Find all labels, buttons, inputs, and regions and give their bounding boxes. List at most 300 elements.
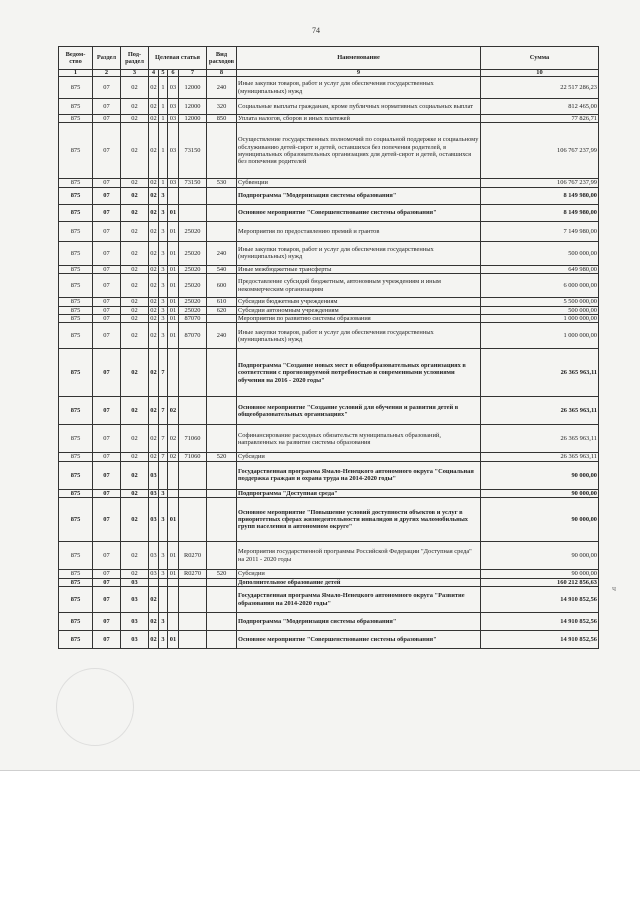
- target-c-cell: 01: [168, 498, 179, 542]
- target-c-cell: [168, 187, 179, 204]
- table-row: [59, 315, 599, 323]
- naimenovanie-cell: Основное мероприятие "Совершенствование системы образования": [237, 631, 481, 649]
- target-d-cell: [179, 489, 207, 497]
- target-c-cell: 01: [168, 323, 179, 349]
- summa-cell: 90 000,00: [481, 461, 599, 489]
- vid-raskhodov-cell: 610: [207, 298, 237, 306]
- target-b-cell: 3: [159, 298, 168, 306]
- target-b-cell: 3: [159, 489, 168, 497]
- razdel-cell: 07: [93, 123, 121, 179]
- vid-raskhodov-cell: 240: [207, 323, 237, 349]
- naimenovanie-cell: Мероприятия государственной программы Российской Федерации "Доступная среда" на 2011 - 2020 годы: [237, 542, 481, 570]
- target-a-cell: 03: [150, 489, 157, 497]
- target-b-cell: 3: [159, 187, 168, 204]
- target-b-cell: 3: [159, 613, 168, 631]
- podrazdel-cell: 02: [121, 179, 149, 187]
- podrazdel-cell: 02: [121, 99, 149, 115]
- target-a-cell: 03: [149, 461, 159, 489]
- target-a-cell: 03: [149, 498, 159, 542]
- naimenovanie-cell: Подпрограмма "Создание новых мест в общеобразовательных организациях в соответствии с прогнозируемой потребностью и современными условиями обучения на 2016 - 2020 годы": [237, 349, 481, 397]
- razdel-cell: 07: [93, 498, 121, 542]
- summa-cell: 8 149 980,00: [481, 187, 599, 204]
- table-row: [59, 265, 599, 273]
- naimenovanie-cell: Иные закупки товаров, работ и услуг для обеспечения государственных (муниципальных) нужд: [237, 241, 481, 265]
- naimenovanie-cell: Государственная программа Ямало-Ненецкого автономного округа "Социальная поддержка граждан и охрана труда на 2014-2020 годы": [237, 461, 481, 489]
- target-c-cell: 01: [168, 542, 179, 570]
- target-b-cell: 3: [159, 315, 168, 323]
- target-a-cell: 02: [149, 397, 159, 425]
- target-c-cell: 01: [168, 631, 179, 649]
- scan-edge: [0, 770, 640, 771]
- summa-cell: 26 365 963,11: [481, 397, 599, 425]
- target-b-cell: 3: [159, 204, 168, 221]
- target-c-cell: 01: [168, 204, 179, 221]
- table-row: [59, 397, 599, 425]
- razdel-cell: 07: [93, 461, 121, 489]
- target-a-cell: 02: [149, 77, 159, 99]
- faded-stamp: [56, 668, 134, 746]
- target-c-cell: 01: [168, 221, 179, 241]
- target-a-cell: 02: [149, 613, 159, 631]
- vedomstvo-cell: 875: [59, 578, 93, 586]
- vid-raskhodov-cell: [207, 498, 237, 542]
- target-c-cell: 02: [168, 453, 179, 461]
- vedomstvo-cell: 875: [59, 306, 93, 314]
- razdel-cell: 07: [93, 578, 121, 586]
- podrazdel-cell: 02: [121, 77, 149, 99]
- target-a-cell: 02: [149, 221, 159, 241]
- target-a-cell: 02: [149, 425, 159, 453]
- table-row: [59, 115, 599, 123]
- column-index-cell: 3: [121, 70, 149, 77]
- target-a-cell: 03: [149, 542, 159, 570]
- summa-cell: 649 980,00: [481, 265, 599, 273]
- target-c-cell: 03: [168, 77, 179, 99]
- summa-cell: 90 000,00: [481, 542, 599, 570]
- razdel-cell: 07: [93, 315, 121, 323]
- target-a-cell: 02: [149, 99, 159, 115]
- table-row: [59, 241, 599, 265]
- vid-raskhodov-cell: 320: [207, 99, 237, 115]
- razdel-cell: 07: [93, 349, 121, 397]
- table-row: [59, 179, 599, 187]
- table-row: [59, 323, 599, 349]
- vedomstvo-cell: 875: [59, 298, 93, 306]
- vid-raskhodov-cell: [207, 578, 237, 586]
- target-b-cell: [159, 587, 168, 613]
- podrazdel-cell: 03: [121, 587, 149, 613]
- page-number: 74: [312, 26, 320, 35]
- budget-table: [58, 46, 599, 649]
- table-row: [59, 298, 599, 306]
- summa-cell: 160 212 856,63: [481, 578, 599, 586]
- vedomstvo-cell: 875: [59, 179, 93, 187]
- target-c-cell: 01: [168, 306, 179, 314]
- naimenovanie-cell: Государственная программа Ямало-Ненецкого автономного округа "Развитие образования на 2014-2020 годы": [237, 587, 481, 613]
- summa-cell: 1 000 000,00: [481, 323, 599, 349]
- vedomstvo-cell: 875: [59, 425, 93, 453]
- razdel-cell: 07: [93, 613, 121, 631]
- target-c-cell: [168, 461, 179, 489]
- vid-raskhodov-cell: [207, 221, 237, 241]
- target-a-cell: 02: [150, 265, 157, 273]
- target-c-cell: 02: [168, 425, 179, 453]
- target-d-cell: [179, 187, 207, 204]
- target-b-cell: 7: [159, 453, 168, 461]
- target-d-cell: 25020: [179, 306, 207, 314]
- target-a-cell: [149, 578, 159, 586]
- margin-mark: ч: [612, 584, 617, 593]
- vid-raskhodov-cell: 240: [207, 241, 237, 265]
- podrazdel-cell: 02: [121, 461, 149, 489]
- podrazdel-cell: 02: [121, 315, 149, 323]
- target-b-cell: 3: [159, 306, 168, 314]
- target-d-cell: [179, 204, 207, 221]
- summa-cell: 26 365 963,11: [481, 425, 599, 453]
- target-b-cell: 3: [159, 323, 168, 349]
- target-c-cell: 01: [168, 315, 179, 323]
- razdel-cell: 07: [93, 587, 121, 613]
- target-c-cell: [168, 613, 179, 631]
- target-d-cell: [179, 461, 207, 489]
- column-index-row: [59, 70, 599, 77]
- razdel-cell: 07: [93, 489, 121, 497]
- vid-raskhodov-cell: [207, 187, 237, 204]
- target-b-cell: 7: [159, 349, 168, 397]
- vedomstvo-cell: 875: [59, 241, 93, 265]
- target-d-cell: 71060: [179, 425, 207, 453]
- summa-cell: 90 000,00: [481, 570, 599, 578]
- razdel-cell: 07: [93, 542, 121, 570]
- target-b-cell: 3: [159, 265, 168, 273]
- target-c-cell: [168, 587, 179, 613]
- target-a-cell: 02: [150, 315, 157, 323]
- target-c-cell: [168, 349, 179, 397]
- table-row: [59, 123, 599, 179]
- naimenovanie-cell: Подпрограмма "Модернизация системы образования": [237, 613, 481, 631]
- table-row: [59, 570, 599, 578]
- naimenovanie-cell: Подпрограмма "Модернизация системы образования": [237, 187, 481, 204]
- vedomstvo-cell: 875: [59, 570, 93, 578]
- target-d-cell: 87070: [179, 315, 207, 323]
- target-c-cell: 01: [168, 265, 179, 273]
- vid-raskhodov-cell: 540: [207, 265, 237, 273]
- summa-cell: 22 517 286,23: [481, 77, 599, 99]
- naimenovanie-cell: Субсидии автономным учреждениям: [237, 306, 481, 314]
- target-d-cell: 73150: [179, 179, 207, 187]
- target-d-cell: [179, 578, 207, 586]
- naimenovanie-cell: Основное мероприятие "Повышение условий доступности объектов и услуг в приоритетных сферах жизнедеятельности инвалидов и других маломобильных групп населения в автономном округе": [237, 498, 481, 542]
- podrazdel-cell: 02: [121, 187, 149, 204]
- target-d-cell: [179, 498, 207, 542]
- podrazdel-cell: 02: [121, 123, 149, 179]
- table-row: [59, 187, 599, 204]
- target-b-cell: 3: [159, 274, 168, 298]
- target-a-cell: 02: [149, 241, 159, 265]
- target-b-cell: 1: [159, 77, 168, 99]
- podrazdel-cell: 02: [121, 115, 149, 123]
- podrazdel-cell: 02: [121, 453, 149, 461]
- podrazdel-cell: 03: [121, 631, 149, 649]
- table-row: [59, 77, 599, 99]
- podrazdel-cell: 02: [121, 306, 149, 314]
- naimenovanie-cell: Субвенции: [237, 179, 481, 187]
- razdel-cell: 07: [93, 453, 121, 461]
- vedomstvo-cell: 875: [59, 397, 93, 425]
- target-d-cell: 73150: [179, 123, 207, 179]
- razdel-cell: 07: [93, 115, 121, 123]
- naimenovanie-cell: Предоставление субсидий бюджетным, автономным учреждениям и иным некоммерческим организациям: [237, 274, 481, 298]
- table-row: [59, 587, 599, 613]
- target-a-cell: 02: [149, 123, 159, 179]
- naimenovanie-cell: Иные межбюджетные трансферты: [237, 265, 481, 273]
- vid-raskhodov-cell: 600: [207, 274, 237, 298]
- razdel-cell: 07: [93, 274, 121, 298]
- target-c-cell: 01: [168, 274, 179, 298]
- table-row: [59, 349, 599, 397]
- vedomstvo-cell: 875: [59, 315, 93, 323]
- vedomstvo-cell: 875: [59, 274, 93, 298]
- naimenovanie-cell: Софинансирование расходных обязательств муниципальных образований, направленных на развитие системы образования: [237, 425, 481, 453]
- vedomstvo-cell: 875: [59, 461, 93, 489]
- vid-raskhodov-cell: 240: [207, 77, 237, 99]
- summa-cell: 77 826,71: [481, 115, 599, 123]
- vid-raskhodov-cell: 620: [207, 306, 237, 314]
- naimenovanie-cell: Мероприятия по развитию системы образования: [237, 315, 481, 323]
- target-a-cell: 03: [150, 570, 157, 578]
- razdel-cell: 07: [93, 204, 121, 221]
- summa-cell: 90 000,00: [481, 498, 599, 542]
- podrazdel-cell: 02: [121, 349, 149, 397]
- target-d-cell: R0270: [179, 570, 207, 578]
- razdel-cell: 07: [93, 306, 121, 314]
- target-b-cell: 1: [159, 179, 168, 187]
- table-row: [59, 578, 599, 586]
- table-row: [59, 99, 599, 115]
- table-row: [59, 461, 599, 489]
- vid-raskhodov-cell: [207, 315, 237, 323]
- target-d-cell: 25020: [179, 241, 207, 265]
- razdel-cell: 07: [93, 77, 121, 99]
- razdel-cell: 07: [93, 570, 121, 578]
- target-b-cell: 1: [159, 115, 168, 123]
- summa-cell: 14 910 852,56: [481, 613, 599, 631]
- vedomstvo-cell: 875: [59, 204, 93, 221]
- vedomstvo-cell: 875: [59, 99, 93, 115]
- podrazdel-cell: 02: [121, 298, 149, 306]
- summa-cell: 6 000 000,00: [481, 274, 599, 298]
- naimenovanie-cell: Уплата налогов, сборов и иных платежей: [237, 115, 481, 123]
- column-index-cell: 5: [159, 70, 168, 77]
- summa-cell: 26 365 963,11: [481, 453, 599, 461]
- razdel-cell: 07: [93, 631, 121, 649]
- target-b-cell: 3: [159, 570, 168, 578]
- podrazdel-cell: 02: [121, 274, 149, 298]
- vedomstvo-cell: 875: [59, 489, 93, 497]
- naimenovanie-cell: Осуществление государственных полномочий по социальной поддержке и социальному обслуживанию детей-сирот и детей, оставшихся без попечения родителей, в муниципальных образовательных организациях для детей-сирот и детей, оставшихся без попечения родителей: [237, 123, 481, 179]
- target-b-cell: 1: [159, 123, 168, 179]
- vedomstvo-cell: 875: [59, 542, 93, 570]
- razdel-cell: 07: [93, 323, 121, 349]
- table-header-row: [59, 47, 599, 70]
- podrazdel-cell: 02: [121, 204, 149, 221]
- razdel-cell: 07: [93, 397, 121, 425]
- summa-cell: 500 000,00: [481, 241, 599, 265]
- vedomstvo-cell: 875: [59, 221, 93, 241]
- target-d-cell: [179, 349, 207, 397]
- vid-raskhodov-cell: [207, 613, 237, 631]
- target-c-cell: 03: [168, 99, 179, 115]
- target-c-cell: 03: [168, 115, 179, 123]
- podrazdel-cell: 02: [121, 221, 149, 241]
- vedomstvo-cell: 875: [59, 77, 93, 99]
- razdel-cell: 07: [93, 187, 121, 204]
- naimenovanie-cell: Основное мероприятие "Совершенствование системы образования": [237, 204, 481, 221]
- column-index-cell: 2: [93, 70, 121, 77]
- target-a-cell: 02: [149, 274, 159, 298]
- vid-raskhodov-cell: [207, 425, 237, 453]
- target-d-cell: [179, 587, 207, 613]
- podrazdel-cell: 02: [121, 397, 149, 425]
- header-vid-raskhodov: Вид расходов: [207, 47, 237, 70]
- naimenovanie-cell: Подпрограмма "Доступная среда": [237, 489, 481, 497]
- target-a-cell: 02: [149, 323, 159, 349]
- razdel-cell: 07: [93, 221, 121, 241]
- table-row: [59, 425, 599, 453]
- vedomstvo-cell: 875: [59, 631, 93, 649]
- vid-raskhodov-cell: [207, 489, 237, 497]
- target-d-cell: 25020: [179, 274, 207, 298]
- target-c-cell: 01: [168, 298, 179, 306]
- target-a-cell: 02: [149, 204, 159, 221]
- naimenovanie-cell: Дополнительное образование детей: [237, 578, 481, 586]
- summa-cell: 90 000,00: [481, 489, 599, 497]
- column-index-cell: 8: [207, 70, 237, 77]
- target-a-cell: 02: [150, 306, 157, 314]
- target-c-cell: [168, 489, 179, 497]
- razdel-cell: 07: [93, 265, 121, 273]
- vedomstvo-cell: 875: [59, 613, 93, 631]
- target-c-cell: 03: [168, 123, 179, 179]
- column-index-cell: 9: [237, 70, 481, 77]
- podrazdel-cell: 02: [121, 265, 149, 273]
- podrazdel-cell: 02: [121, 241, 149, 265]
- target-a-cell: 02: [150, 298, 157, 306]
- target-d-cell: 87070: [179, 323, 207, 349]
- podrazdel-cell: 03: [121, 578, 149, 586]
- table-row: [59, 221, 599, 241]
- vedomstvo-cell: 875: [59, 187, 93, 204]
- target-d-cell: [179, 613, 207, 631]
- target-b-cell: 3: [159, 542, 168, 570]
- razdel-cell: 07: [93, 241, 121, 265]
- podrazdel-cell: 03: [121, 613, 149, 631]
- target-d-cell: 25020: [179, 221, 207, 241]
- table-row: [59, 489, 599, 497]
- header-naimenovanie: Наименование: [237, 47, 481, 70]
- razdel-cell: 07: [93, 298, 121, 306]
- vid-raskhodov-cell: 530: [207, 179, 237, 187]
- target-d-cell: 12000: [179, 77, 207, 99]
- target-b-cell: 3: [159, 631, 168, 649]
- table-row: [59, 306, 599, 314]
- summa-cell: 7 149 980,00: [481, 221, 599, 241]
- vid-raskhodov-cell: 520: [207, 570, 237, 578]
- summa-cell: 1 000 000,00: [481, 315, 599, 323]
- target-b-cell: 7: [159, 397, 168, 425]
- podrazdel-cell: 02: [121, 323, 149, 349]
- naimenovanie-cell: Субсидии: [237, 570, 481, 578]
- header-tselevaya-statya: Целевая статья: [149, 47, 207, 70]
- table-row: [59, 453, 599, 461]
- table-row: [59, 631, 599, 649]
- vedomstvo-cell: 875: [59, 349, 93, 397]
- header-razdel: Раздел: [93, 47, 121, 70]
- razdel-cell: 07: [93, 179, 121, 187]
- target-a-cell: 02: [149, 187, 159, 204]
- summa-cell: 5 500 000,00: [481, 298, 599, 306]
- table-row: [59, 613, 599, 631]
- podrazdel-cell: 02: [121, 425, 149, 453]
- summa-cell: 106 767 237,99: [481, 179, 599, 187]
- target-b-cell: 3: [159, 241, 168, 265]
- column-index-cell: 6: [168, 70, 179, 77]
- target-a-cell: 02: [150, 453, 157, 461]
- vid-raskhodov-cell: 850: [207, 115, 237, 123]
- table-row: [59, 542, 599, 570]
- target-d-cell: 12000: [179, 115, 207, 123]
- vedomstvo-cell: 875: [59, 587, 93, 613]
- target-c-cell: 02: [168, 397, 179, 425]
- vedomstvo-cell: 875: [59, 453, 93, 461]
- target-d-cell: [179, 397, 207, 425]
- table-body: [59, 70, 599, 649]
- target-b-cell: 3: [159, 221, 168, 241]
- header-vedomstvo: Ведом-ство: [59, 47, 93, 70]
- table-row: [59, 204, 599, 221]
- header-summa: Сумма: [481, 47, 599, 70]
- summa-cell: 14 910 852,56: [481, 587, 599, 613]
- vid-raskhodov-cell: [207, 349, 237, 397]
- razdel-cell: 07: [93, 425, 121, 453]
- target-b-cell: 1: [159, 99, 168, 115]
- summa-cell: 500 000,00: [481, 306, 599, 314]
- target-a-cell: 02: [149, 587, 159, 613]
- target-d-cell: 71060: [179, 453, 207, 461]
- vedomstvo-cell: 875: [59, 265, 93, 273]
- target-b-cell: 3: [159, 498, 168, 542]
- podrazdel-cell: 02: [121, 570, 149, 578]
- naimenovanie-cell: Иные закупки товаров, работ и услуг для обеспечения государственных (муниципальных) нужд: [237, 77, 481, 99]
- summa-cell: 26 365 963,11: [481, 349, 599, 397]
- target-a-cell: 02: [150, 179, 157, 187]
- target-a-cell: 02: [149, 631, 159, 649]
- target-b-cell: 7: [159, 425, 168, 453]
- naimenovanie-cell: Иные закупки товаров, работ и услуг для обеспечения государственных (муниципальных) нужд: [237, 323, 481, 349]
- vid-raskhodov-cell: [207, 397, 237, 425]
- target-d-cell: 25020: [179, 298, 207, 306]
- vedomstvo-cell: 875: [59, 498, 93, 542]
- summa-cell: 812 465,00: [481, 99, 599, 115]
- vid-raskhodov-cell: 520: [207, 453, 237, 461]
- header-podrazdel: Под-раздел: [121, 47, 149, 70]
- naimenovanie-cell: Основное мероприятие "Создание условий для обучения и развития детей в общеобразовательных организациях": [237, 397, 481, 425]
- target-c-cell: 01: [168, 241, 179, 265]
- vid-raskhodov-cell: [207, 631, 237, 649]
- target-d-cell: 25020: [179, 265, 207, 273]
- target-a-cell: 02: [149, 349, 159, 397]
- target-d-cell: [179, 631, 207, 649]
